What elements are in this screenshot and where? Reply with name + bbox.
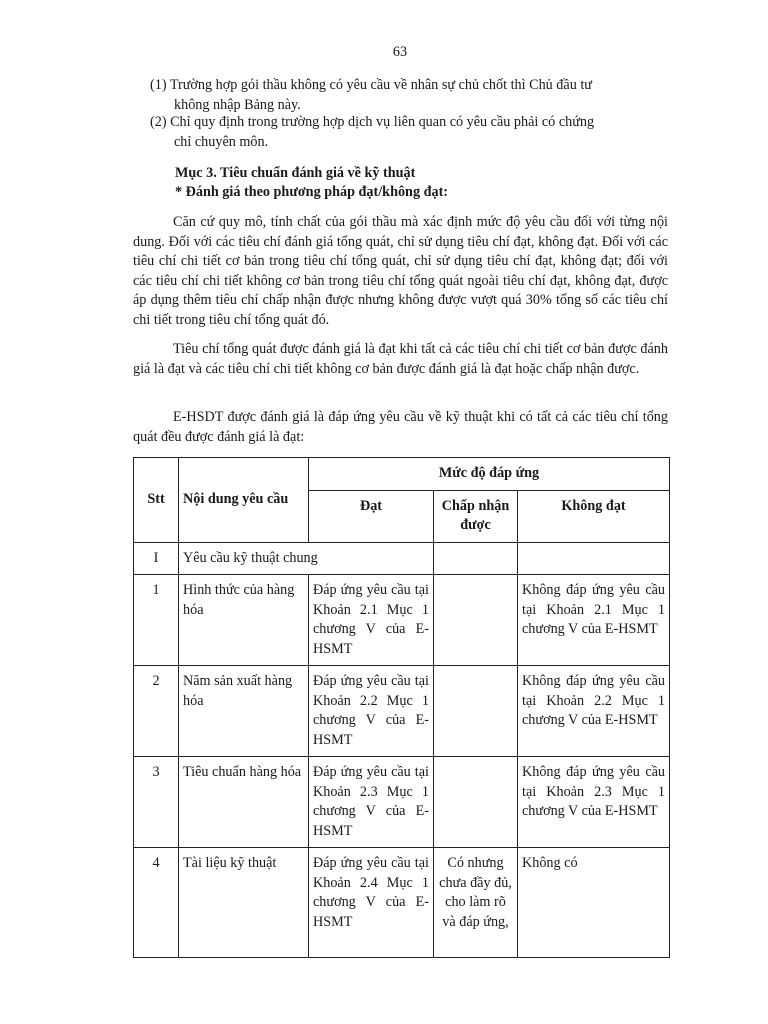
row-pass: Đáp ứng yêu cầu tại Khoản 2.2 Mục 1 chương V của E-HSMT	[309, 666, 434, 757]
footnote-2	[150, 113, 630, 152]
paragraph-2-text: Tiêu chí tổng quát được đánh giá là đạt khi tất cả các tiêu chí chi tiết cơ bản được đánh giá là đạt và các tiêu chí chi tiết không cơ bản được đánh giá là đạt hoặc chấp nhận được.	[133, 341, 668, 377]
header-pass: Đạt	[309, 490, 434, 542]
row-fail: Không có	[518, 848, 670, 958]
paragraph-3	[133, 408, 668, 447]
footnote-1-line-2: không nhập Bảng này.	[174, 96, 301, 113]
paragraph-1-text: Căn cứ quy mô, tính chất của gói thầu mà xác định mức độ yêu cầu đối với từng nội dung. Đối với các tiêu chí đánh giá tổng quát, chỉ sử dụng tiêu chí đạt, không đạt. Đối với các tiêu chí chi tiết cơ bản trong tiêu chí tổng quát, chỉ sử dụng tiêu chí đạt, không đạt; đối với các tiêu chí chi tiết không cơ bản trong tiêu chí tổng quát ngoài tiêu chí đạt, không đạt, được áp dụng thêm tiêu chí chấp nhận được nhưng không được vượt quá 30% tổng số các tiêu chí chi tiết trong tiêu chí tổng quát đó.	[133, 214, 668, 328]
row-fail: Không đáp ứng yêu cầu tại Khoản 2.3 Mục 1 chương V của E-HSMT	[518, 757, 670, 848]
row-acceptable	[434, 666, 518, 757]
row-pass: Đáp ứng yêu cầu tại Khoản 2.4 Mục 1 chương V của E-HSMT	[309, 848, 434, 958]
section-title: Mục 3. Tiêu chuẩn đánh giá về kỹ thuật	[175, 165, 416, 181]
row-stt: 3	[134, 757, 179, 848]
section-subtitle: * Đánh giá theo phương pháp đạt/không đạt:	[175, 184, 449, 200]
page-number: 63	[392, 44, 408, 60]
row-acceptable: Có nhưng chưa đầy đủ, cho làm rõ và đáp ứng,	[434, 848, 518, 958]
row-acceptable	[434, 575, 518, 666]
row-pass: Đáp ứng yêu cầu tại Khoản 2.3 Mục 1 chương V của E-HSMT	[309, 757, 434, 848]
row-fail: Không đáp ứng yêu cầu tại Khoản 2.2 Mục 1 chương V của E-HSMT	[518, 666, 670, 757]
section-content: Yêu cầu kỹ thuật chung	[179, 542, 434, 575]
row-stt: 2	[134, 666, 179, 757]
row-content: Tài liệu kỹ thuật	[179, 848, 309, 958]
footnote-1	[150, 76, 630, 115]
header-fail: Không đạt	[518, 490, 670, 542]
footnote-1-line-1: (1) Trường hợp gói thầu không có yêu cầu về nhân sự chủ chốt thì Chủ đầu tư	[150, 77, 592, 93]
row-acceptable	[434, 757, 518, 848]
row-pass: Đáp ứng yêu cầu tại Khoản 2.1 Mục 1 chương V của E-HSMT	[309, 575, 434, 666]
section-fail-cell	[518, 542, 670, 575]
header-acceptable: Chấp nhận được	[434, 490, 518, 542]
table-row	[134, 575, 670, 666]
table-section-row	[134, 542, 670, 575]
footnote-2-line-2: chỉ chuyên môn.	[174, 133, 269, 150]
row-content: Tiêu chuẩn hàng hóa	[179, 757, 309, 848]
paragraph-1	[133, 213, 668, 330]
header-content: Nội dung yêu cầu	[179, 458, 309, 543]
row-fail: Không đáp ứng yêu cầu tại Khoản 2.1 Mục 1 chương V của E-HSMT	[518, 575, 670, 666]
footnote-2-line-1: (2) Chỉ quy định trong trường hợp dịch vụ liên quan có yêu cầu phải có chứng	[150, 114, 595, 130]
row-stt: 1	[134, 575, 179, 666]
header-stt: Stt	[134, 458, 179, 543]
table-row	[134, 757, 670, 848]
row-content: Năm sản xuất hàng hóa	[179, 666, 309, 757]
row-content: Hình thức của hàng hóa	[179, 575, 309, 666]
table-row	[134, 666, 670, 757]
header-response-level: Mức độ đáp ứng	[309, 458, 670, 491]
paragraph-2	[133, 340, 668, 379]
paragraph-3-text: E-HSDT được đánh giá là đáp ứng yêu cầu về kỹ thuật khi có tất cả các tiêu chí tổng quát đều được đánh giá là đạt:	[133, 409, 668, 445]
row-stt: 4	[134, 848, 179, 958]
section-stt: I	[134, 542, 179, 575]
criteria-table	[133, 457, 670, 958]
section-acceptable-cell	[434, 542, 518, 575]
table-header-row	[134, 458, 670, 491]
table-row	[134, 848, 670, 958]
